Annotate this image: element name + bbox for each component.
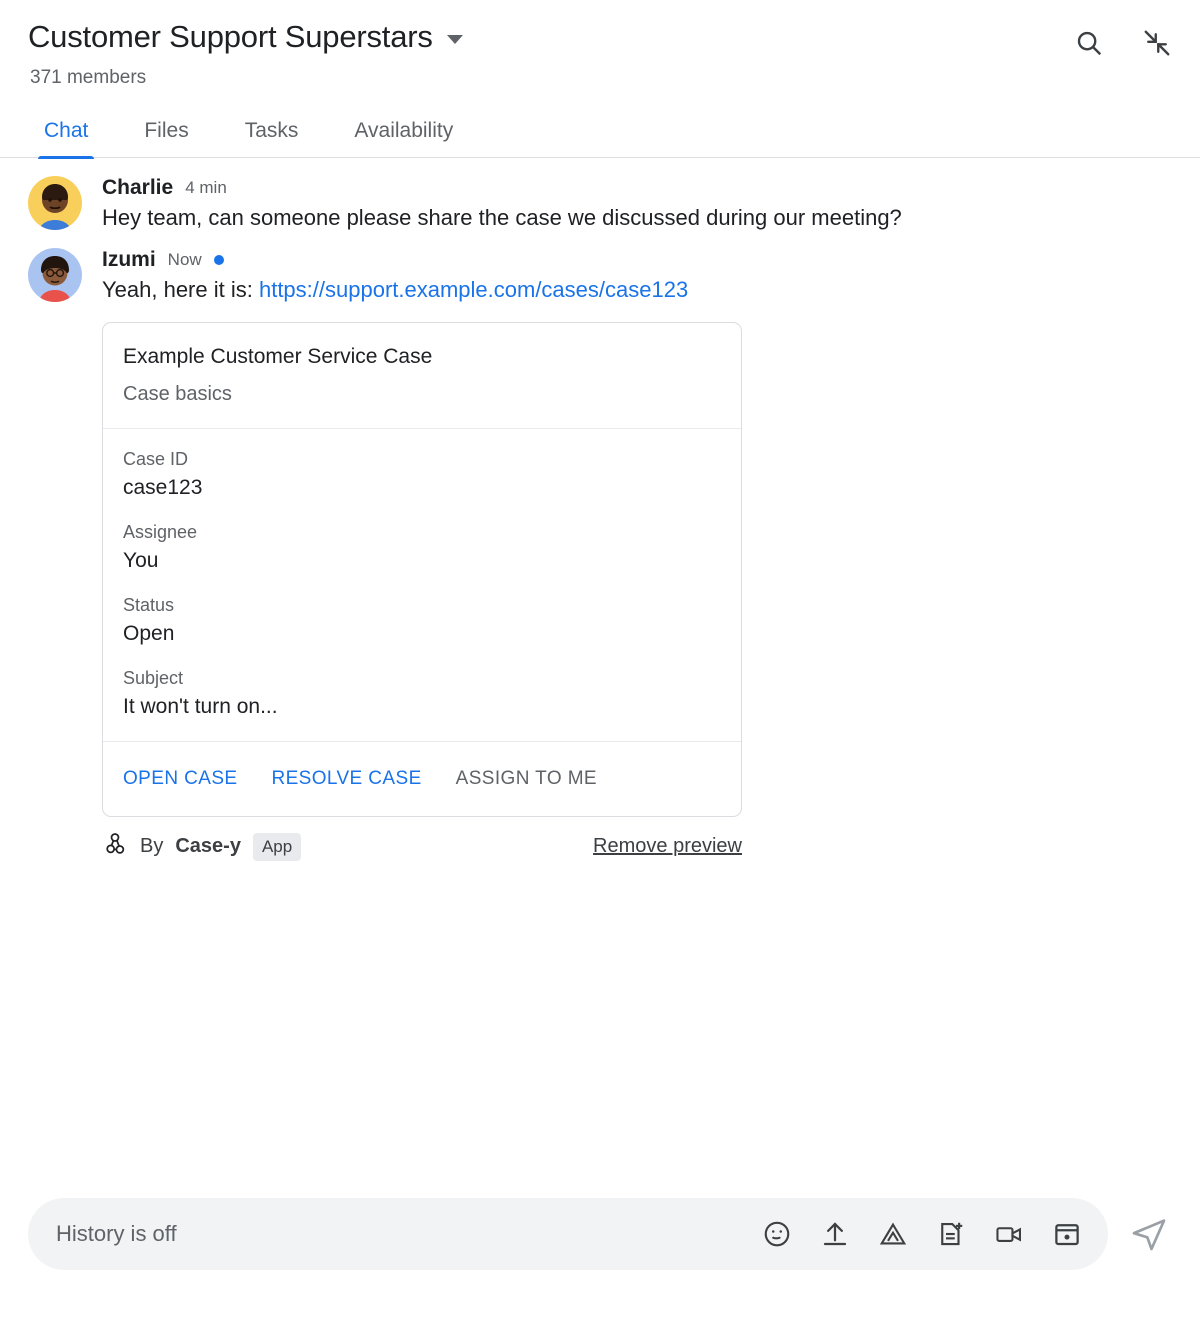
assign-to-me-button[interactable]: ASSIGN TO ME <box>455 767 597 789</box>
field-label: Subject <box>123 667 184 688</box>
upload-icon[interactable] <box>820 1219 850 1249</box>
field-value: Open <box>123 621 175 645</box>
attribution-app-name: Case-y <box>175 835 241 858</box>
case-preview-card <box>102 322 742 817</box>
field-subject <box>123 668 721 719</box>
tab-tasks[interactable]: Tasks <box>244 119 299 143</box>
room-title-row[interactable] <box>28 18 1172 55</box>
field-status <box>123 595 721 646</box>
drive-icon[interactable] <box>878 1219 908 1249</box>
webhook-icon <box>102 831 128 863</box>
send-button[interactable] <box>1126 1211 1172 1257</box>
collapse-icon[interactable] <box>1142 28 1172 58</box>
field-assignee <box>123 522 721 573</box>
open-case-button[interactable]: OPEN CASE <box>123 767 238 789</box>
message-item <box>28 248 1172 863</box>
member-count: 371 members <box>30 67 147 89</box>
header-actions <box>1074 28 1172 58</box>
field-label: Case ID <box>123 448 189 469</box>
tab-chat[interactable]: Chat <box>16 111 116 157</box>
resolve-case-button[interactable]: RESOLVE CASE <box>271 767 422 789</box>
card-attribution-row <box>102 831 742 863</box>
chevron-down-icon[interactable] <box>447 35 463 44</box>
tab-files[interactable]: Files <box>144 119 189 143</box>
attribution-by: By <box>140 835 164 858</box>
composer-bar <box>0 1198 1200 1270</box>
message-text <box>102 274 1002 306</box>
tab-bar <box>0 111 1200 158</box>
chat-header <box>0 0 1200 89</box>
message-meta <box>102 248 1172 272</box>
video-icon[interactable] <box>994 1219 1024 1249</box>
tab-availability[interactable]: Availability <box>354 119 454 143</box>
message-timestamp: Now <box>167 250 202 270</box>
composer-icons <box>762 1219 1082 1249</box>
case-link[interactable]: https://support.example.com/cases/case123 <box>258 277 689 303</box>
app-badge: App <box>253 833 301 861</box>
card-fields <box>103 429 741 742</box>
emoji-icon[interactable] <box>762 1219 792 1249</box>
avatar[interactable] <box>28 248 82 302</box>
page-title: Customer Support Superstars <box>28 19 433 54</box>
remove-preview-button[interactable]: Remove preview <box>593 835 742 858</box>
doc-add-icon[interactable] <box>936 1219 966 1249</box>
card-actions <box>103 742 741 816</box>
unread-indicator-icon <box>214 255 224 265</box>
message-item <box>28 176 1172 234</box>
message-author: Izumi <box>102 248 156 272</box>
message-timestamp: 4 min <box>185 178 227 198</box>
field-label: Status <box>123 594 175 615</box>
field-case-id <box>123 449 721 500</box>
card-attribution <box>102 831 301 863</box>
field-label: Assignee <box>123 521 198 542</box>
calendar-icon[interactable] <box>1052 1219 1082 1249</box>
card-title: Example Customer Service Case <box>123 344 433 368</box>
field-value: You <box>123 548 159 572</box>
search-icon[interactable] <box>1074 28 1104 58</box>
field-value: It won't turn on... <box>123 694 278 718</box>
card-header <box>103 323 741 429</box>
message-text-prefix: Yeah, here it is: <box>102 277 259 303</box>
message-body <box>102 248 1172 863</box>
message-text: Hey team, can someone please share the case we discussed during our meeting? <box>102 205 902 231</box>
message-body <box>102 176 1172 234</box>
message-input[interactable] <box>28 1198 1108 1270</box>
avatar[interactable] <box>28 176 82 230</box>
message-author: Charlie <box>102 176 174 200</box>
message-list <box>0 158 1200 863</box>
message-meta <box>102 176 1172 200</box>
composer-placeholder: History is off <box>56 1221 177 1246</box>
field-value: case123 <box>123 475 203 499</box>
card-subtitle: Case basics <box>123 382 232 405</box>
